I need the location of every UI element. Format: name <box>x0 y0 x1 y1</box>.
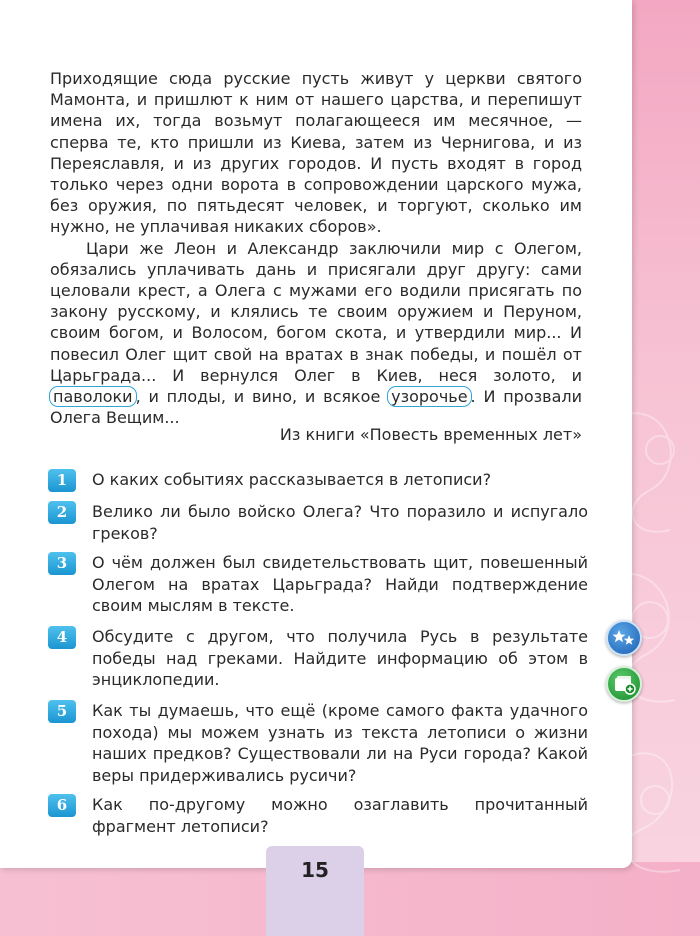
paragraph-2 <box>50 238 582 429</box>
question-2 <box>48 501 588 544</box>
question-number-badge: 4 <box>48 626 76 649</box>
question-number-badge: 2 <box>48 501 76 524</box>
question-6 <box>48 794 588 837</box>
question-number-badge: 3 <box>48 552 76 575</box>
paragraph-2-part-b: , и плоды, и вино, и всякое <box>135 387 381 407</box>
question-3 <box>48 552 588 617</box>
question-text: О чём должен был свидетельствовать щит, повешенный Олегом на вратах Царьграда? Найди подтверждение своим мыслям в тексте. <box>92 553 588 615</box>
question-text: О каких событиях рассказывается в летописи? <box>92 470 492 489</box>
source-citation: Из книги «Повесть временных лет» <box>279 425 582 444</box>
question-5 <box>48 700 588 786</box>
question-number-badge: 6 <box>48 794 76 817</box>
question-number-badge: 5 <box>48 700 76 723</box>
paragraph-2-part-c: . И прозвали Олега Вещим... <box>50 387 582 428</box>
highlighted-word-uzoroche[interactable]: узорочье <box>387 386 471 407</box>
question-text: Обсудите с другом, что получила Русь в результате победы над греками. Найдите информацию об этом в энциклопедии. <box>92 627 588 689</box>
question-number-badge: 1 <box>48 469 76 492</box>
question-4 <box>48 626 588 691</box>
stars-icon[interactable] <box>606 620 642 656</box>
highlighted-word-pavoloki[interactable]: паволоки <box>49 386 137 407</box>
question-text: Велико ли было войско Олега? Что поразило и испугало греков? <box>92 502 588 543</box>
question-1 <box>48 469 588 491</box>
folder-plus-icon[interactable] <box>606 666 642 702</box>
page-number: 15 <box>301 858 329 882</box>
chronicle-text <box>50 68 582 428</box>
question-text: Как по-другому можно озаглавить прочитанный фрагмент летописи? <box>92 795 588 836</box>
paragraph-2-part-a: Цари же Леон и Александр заключили мир с Олегом, обязались уплачивать дань и присягали друг другу: сами целовали крест, а Олега с мужами его водили присягать по закону русскому, и клялись те своим оружием и Перуном, своим богом, и Волосом, богом скота, и утвердили мир... И повесил Олег щит свой на вратах в знак победы, и пошёл от Царьграда... И вернулся Олег в Киев, неся золото, и <box>50 238 582 385</box>
paragraph-1: Приходящие сюда русские пусть живут у церкви святого Мамонта, и пришлют к ним от нашего царства, и перепишут имена их, тогда возьмут полагающееся им месячное, — сперва те, кто пришли из Киева, затем из Чернигова, и из Переяславля, и из других городов. И пусть входят в город только через одни ворота в сопровождении царского мужа, без оружия, по пятьдесят человек, и торгуют, сколько им нужно, не уплачивая никаких сборов». <box>50 69 582 237</box>
question-text: Как ты думаешь, что ещё (кроме самого факта удачного похода) мы можем узнать из текста летописи о жизни наших предков? Существовали ли на Руси города? Какой веры придерживались русичи? <box>92 701 588 785</box>
